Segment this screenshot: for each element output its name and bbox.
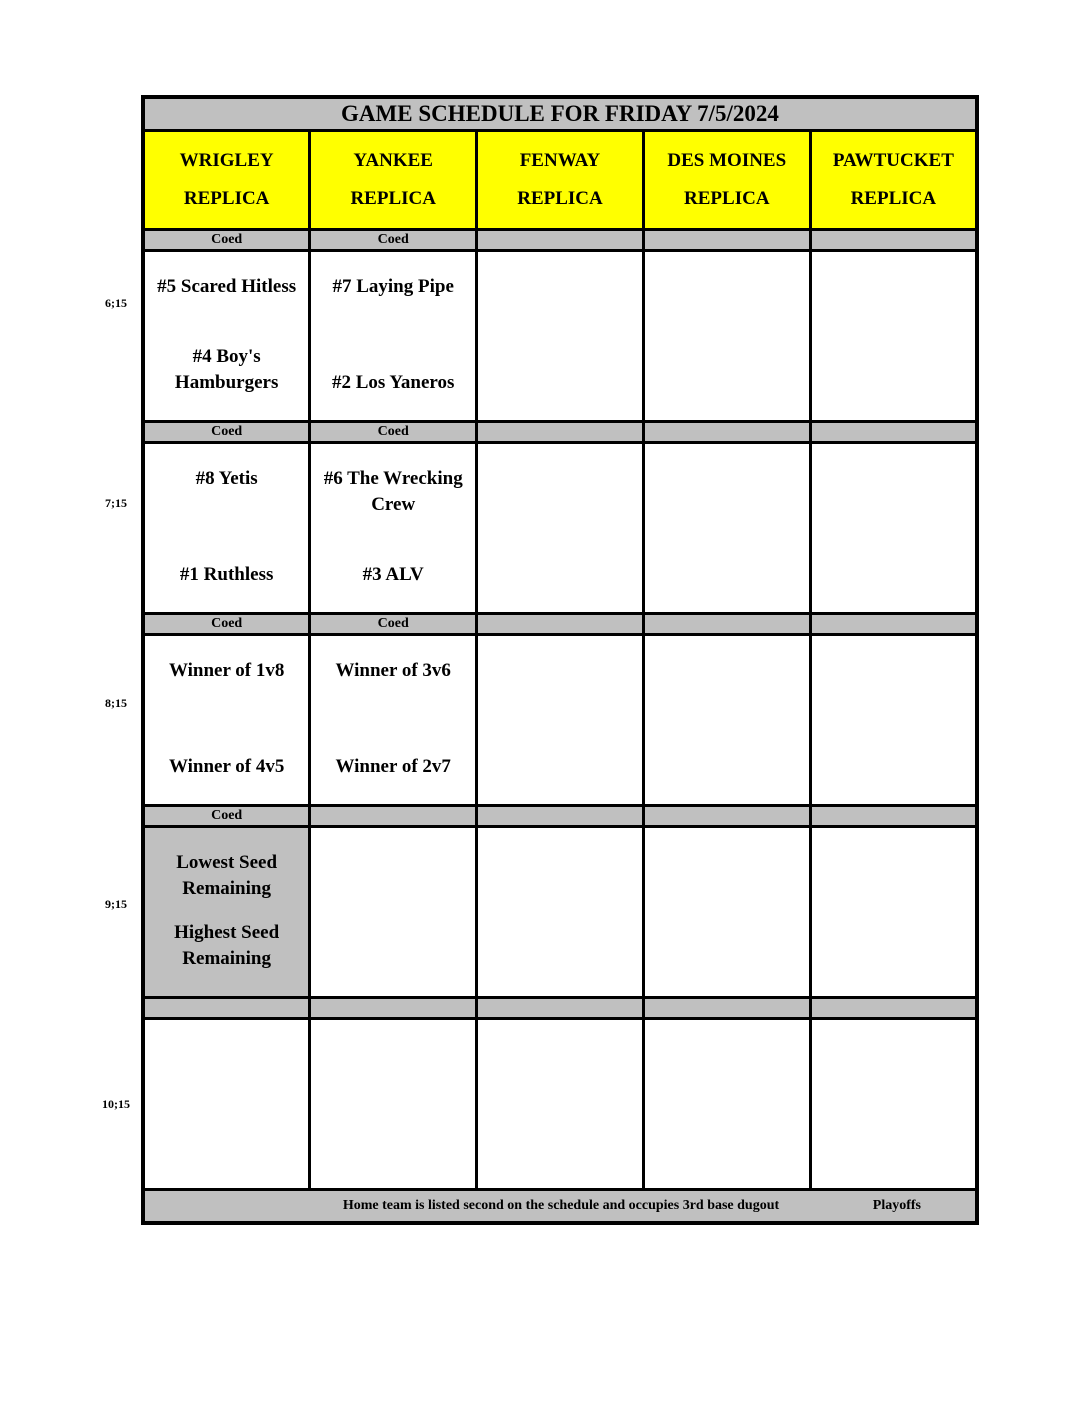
field-header-pawtucket [810,131,977,230]
home-team [482,1138,638,1164]
game-cell [643,443,810,614]
game-cell [143,635,310,806]
division-label [143,998,310,1019]
division-label [643,998,810,1019]
division-label [477,422,644,443]
home-team [649,1138,805,1164]
footer-tag: Playoffs [872,1198,921,1213]
game-cell [310,827,477,998]
game-cell [143,251,310,422]
division-row [143,998,977,1019]
away-team [649,850,805,876]
away-team [816,1042,971,1068]
division-label [810,422,977,443]
footer-cell [143,1190,977,1224]
home-team [649,946,805,972]
home-team [649,370,805,396]
home-team: Winner of 4v5 [168,756,285,777]
away-team [482,1042,638,1068]
game-cell [643,251,810,422]
home-team: #4 Boy's Hamburgers [174,346,279,393]
game-cell [810,827,977,998]
game-cell [310,1019,477,1190]
game-cell [643,827,810,998]
field-header-yankee [310,131,477,230]
away-team [482,274,638,300]
away-team [482,658,638,684]
field-name: WRIGLEY [179,150,274,171]
field-header-wrigley [143,131,310,230]
game-cell [810,635,977,806]
away-team: Winner of 3v6 [335,660,451,681]
home-team [816,946,971,972]
division-label [810,806,977,827]
time-slots [143,230,977,1190]
field-sub: REPLICA [684,188,770,209]
field-header-des-moines [643,131,810,230]
division-row [143,422,977,443]
home-team [315,946,471,972]
division-label [310,806,477,827]
game-row [143,635,977,806]
game-row [143,827,977,998]
home-team: #3 ALV [362,564,424,585]
game-row [143,1019,977,1190]
game-cell [143,443,310,614]
division-label: Coed [143,422,310,443]
game-row [143,443,977,614]
away-team [816,658,971,684]
home-team [816,370,971,396]
division-label [643,614,810,635]
away-team: #5 Scared Hitless [157,276,297,297]
home-team [149,1138,304,1164]
time-label: 8;15 [105,696,127,710]
field-name: FENWAY [519,150,601,171]
away-team [816,466,971,492]
home-team: Winner of 2v7 [335,756,451,777]
schedule-title: GAME SCHEDULE FOR FRIDAY 7/5/2024 [143,97,977,131]
time-label: 7;15 [105,496,127,510]
schedule-table [141,95,979,1225]
field-sub: REPLICA [850,188,937,209]
home-team [649,562,805,588]
home-team [816,754,971,780]
division-label: Coed [143,614,310,635]
away-team [482,850,638,876]
away-team [816,274,971,300]
division-label [310,998,477,1019]
field-name: PAWTUCKET [832,150,954,171]
schedule-sheet [141,95,979,1225]
game-row [143,251,977,422]
time-label: 10;15 [102,1097,130,1111]
division-label [477,614,644,635]
division-label: Coed [310,614,477,635]
home-team [816,1138,971,1164]
game-cell [310,443,477,614]
home-team [315,1138,471,1164]
home-team: #2 Los Yaneros [331,372,455,393]
away-team [649,274,805,300]
field-sub: REPLICA [183,188,270,209]
away-team [649,1042,805,1068]
home-team: Highest Seed Remaining [174,922,280,969]
away-team: #7 Laying Pipe [332,276,454,297]
division-row [143,230,977,251]
home-team [482,946,638,972]
division-label [643,806,810,827]
home-team [816,562,971,588]
division-label [643,230,810,251]
game-cell [810,251,977,422]
home-team: #1 Ruthless [179,564,274,585]
division-label: Coed [143,806,310,827]
game-cell [310,635,477,806]
game-cell [477,827,644,998]
away-team [315,1042,471,1068]
division-row [143,614,977,635]
division-label [810,230,977,251]
division-label [477,230,644,251]
division-label [643,422,810,443]
division-label: Coed [143,230,310,251]
home-team [482,370,638,396]
away-team: #8 Yetis [195,468,258,489]
game-cell [143,1019,310,1190]
home-team [482,562,638,588]
field-header-row [143,131,977,230]
footer-row [143,1190,977,1224]
game-cell [477,443,644,614]
division-label: Coed [310,230,477,251]
away-team: #6 The Wrecking Crew [323,468,463,515]
away-team [482,466,638,492]
game-cell [310,251,477,422]
away-team: Lowest Seed Remaining [176,852,278,899]
game-cell [810,443,977,614]
time-label: 6;15 [105,296,127,310]
away-team: Winner of 1v8 [168,660,285,681]
game-cell [477,251,644,422]
away-team [315,850,471,876]
division-label [810,614,977,635]
title-row [143,97,977,131]
division-label: Coed [310,422,477,443]
away-team [649,658,805,684]
division-label [477,998,644,1019]
game-cell [477,635,644,806]
field-name: DES MOINES [667,150,787,171]
away-team [816,850,971,876]
division-row [143,806,977,827]
field-header-fenway [477,131,644,230]
game-cell [143,827,310,998]
field-name: YANKEE [353,150,433,171]
field-sub: REPLICA [350,188,436,209]
away-team [649,466,805,492]
game-cell [810,1019,977,1190]
home-team [649,754,805,780]
game-cell [643,635,810,806]
home-team [482,754,638,780]
game-cell [643,1019,810,1190]
field-sub: REPLICA [517,188,603,209]
footer-note: Home team is listed second on the schedule and occupies 3rd base dugout [342,1198,780,1213]
away-team [149,1042,304,1068]
time-label: 9;15 [105,897,127,911]
division-label [477,806,644,827]
game-cell [477,1019,644,1190]
division-label [810,998,977,1019]
